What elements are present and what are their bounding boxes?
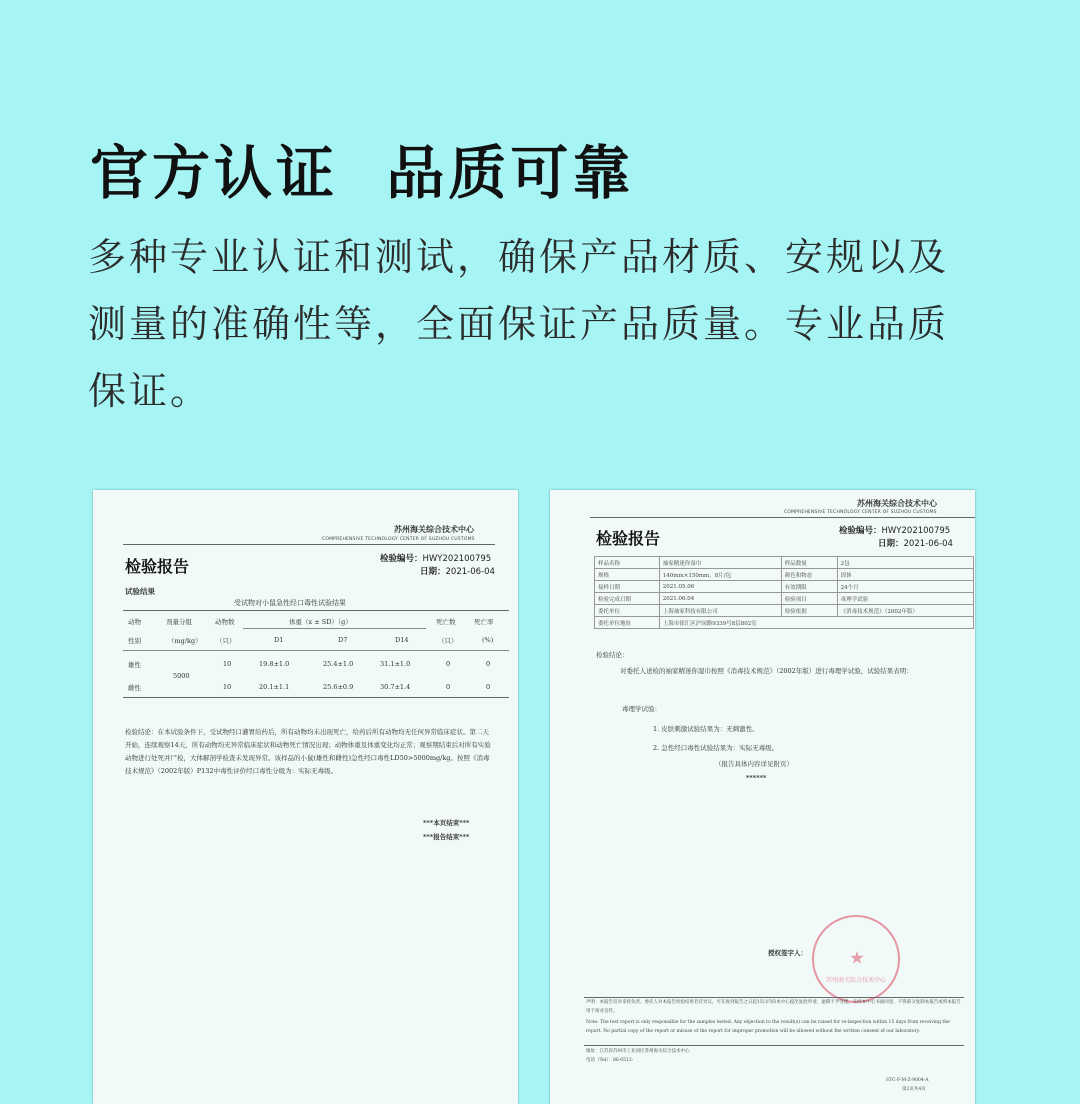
test-report-page-2 [550,490,975,1104]
header-count: 动物数 [215,618,235,626]
row-female-sex: 雌性 [128,684,141,692]
lab-address: 地址：江苏省苏州市工业园区苏州海关综合技术中心 [586,1049,690,1054]
row-male-sex: 雄性 [128,661,141,669]
page-number: 第2页共4页 [902,1087,926,1092]
row-male-rate: 0 [486,660,491,668]
row-female-rate: 0 [486,683,491,691]
row-male-d7: 25.4±1.0 [323,660,354,668]
sample-info-table: 样品名称 袖家精迷你湿巾 样品数量 2包 规格 140mm×150mm，8片/包 颜色和物态 固体 接样日期 2021.05.06 有效期限 24个月 检验完成日期 2021.06.04 检验项目 毒理学试验 委托单位 上海袖家科技有限公司 检验依据 《消毒技术规范》（2002年版） 委托单位地址 上海市徐汇区沪闵路9339号8层802室 [594,556,974,629]
org-name-cn: 苏州海关综合技术中心 [857,499,937,508]
row-female-d14: 30.7±1.4 [380,683,411,691]
report-end-mark: ***报告结束*** [423,833,470,841]
disclaimer-cn: 声明：本报告仅对来样负责。委托人对本报告检验结果若有异议，可在收到报告之日起15日内向本中心提出复验申请，逾期不予受理。未经本中心书面同意，不得部分复制本报告或将本报告用于商业宣传。 [586,1000,961,1014]
report-date: 日期：2021-06-04 [878,539,953,549]
row-male-d1: 19.8±1.0 [259,660,290,668]
header-count-unit: （只） [216,637,236,645]
row-female-deaths: 0 [446,683,451,691]
header-dose-unit: （mg/kg） [168,637,202,645]
header-rate: 死亡率 [474,618,494,626]
test-conclusion: 检验结论：在本试验条件下，受试物经口灌胃给药后，所有动物均未出现死亡，给药后所有动物均无任何异常临床症状。第二天开始，连续观察14天，所有动物均无异常临床症状和动物死亡情况出现；动物体重及体重变化均正常；观察期结束后对所有实验动物进行处死并尸检，大体解剖学检查未发现异常。该样品的小鼠(雄性和雌性)急性经口毒性LD50>5000mg/kg。按照《消毒技术规范》（2002年版）P132中毒性评价经口毒性分级为：实际无毒级。 [125,728,491,775]
test-report-page-1 [93,490,518,1104]
header-deaths: 死亡数 [436,618,456,626]
report-title: 检验报告 [125,557,190,576]
row-female-d1: 20.1±1.1 [259,683,290,691]
detail-note: （报告具体内容详见附页） [715,760,793,768]
disclaimer-en: Note: The test report is only responsible for the samples tested. Any objection to the result(s) can be raised for re-inspection within 15 days from receiving the report. No partial copy of the report or misuse of the report for improper promotion will be allowed without the written consent of our laboratory. [586,1020,950,1034]
row-male-d14: 31.1±1.0 [380,660,411,668]
section-title: 试验结果 [125,587,155,596]
row-male-count: 10 [223,660,232,668]
intro-paragraph: 多种专业认证和测试，确保产品材质、安规以及测量的准确性等，全面保证产品质量。专业品质保证。 [88,235,950,413]
row-female-d7: 25.6±0.9 [323,683,354,691]
report-date: 日期：2021-06-04 [420,567,495,577]
page-headline: 官方认证 品质可靠 [90,139,635,207]
toxicology-label: 毒理学试验： [622,705,661,713]
dose-value: 5000 [173,672,190,680]
page-end-mark: ***本页结束*** [423,819,470,827]
header-dose-group: 剂量分组 [166,618,192,626]
report-title: 检验报告 [596,529,661,548]
conclusion-label: 检验结论： [596,651,629,659]
lab-phone: 电话（Tel）：86-0512- [586,1058,634,1063]
header-d14: D14 [395,636,409,644]
header-animal: 动物 [128,618,141,626]
result-item-2: 2. 急性经口毒性试验结果为：实际无毒级。 [653,744,779,752]
header-weight: 体重（x ± SD）（g） [289,618,352,626]
end-stars: ****** [746,774,767,782]
header-sex: 性别 [128,637,141,645]
org-name-cn: 苏州海关综合技术中心 [394,525,474,534]
authorized-signer: 授权签字人： [768,949,807,957]
table-title: 受试物对小鼠急性经口毒性试验结果 [234,599,346,607]
header-d7: D7 [338,636,348,644]
report-number: 检验编号：HWY202100795 [839,526,951,536]
org-name-en: COMPREHENSIVE TECHNOLOGY CENTER OF SUZHOU CUSTOMS [322,537,475,542]
result-item-1: 1. 皮肤刺激试验结果为：无刺激性。 [653,725,759,733]
row-male-deaths: 0 [446,660,451,668]
header-d1: D1 [274,636,284,644]
report-number: 检验编号：HWY202100795 [380,554,492,564]
official-seal: 苏州海关综合技术中心 [812,915,900,1003]
form-code: STC-F-M-Z-9004-A [886,1078,929,1083]
header-rate-unit: (%) [482,636,494,644]
header-deaths-unit: （只） [438,637,458,645]
org-name-en: COMPREHENSIVE TECHNOLOGY CENTER OF SUZHOU CUSTOMS [784,510,937,515]
row-female-count: 10 [223,683,232,691]
test-conclusion: 对委托人送检的袖家精迷你湿巾按照《消毒技术规范》（2002年版）进行毒理学试验，试验结果表明： [620,667,913,675]
